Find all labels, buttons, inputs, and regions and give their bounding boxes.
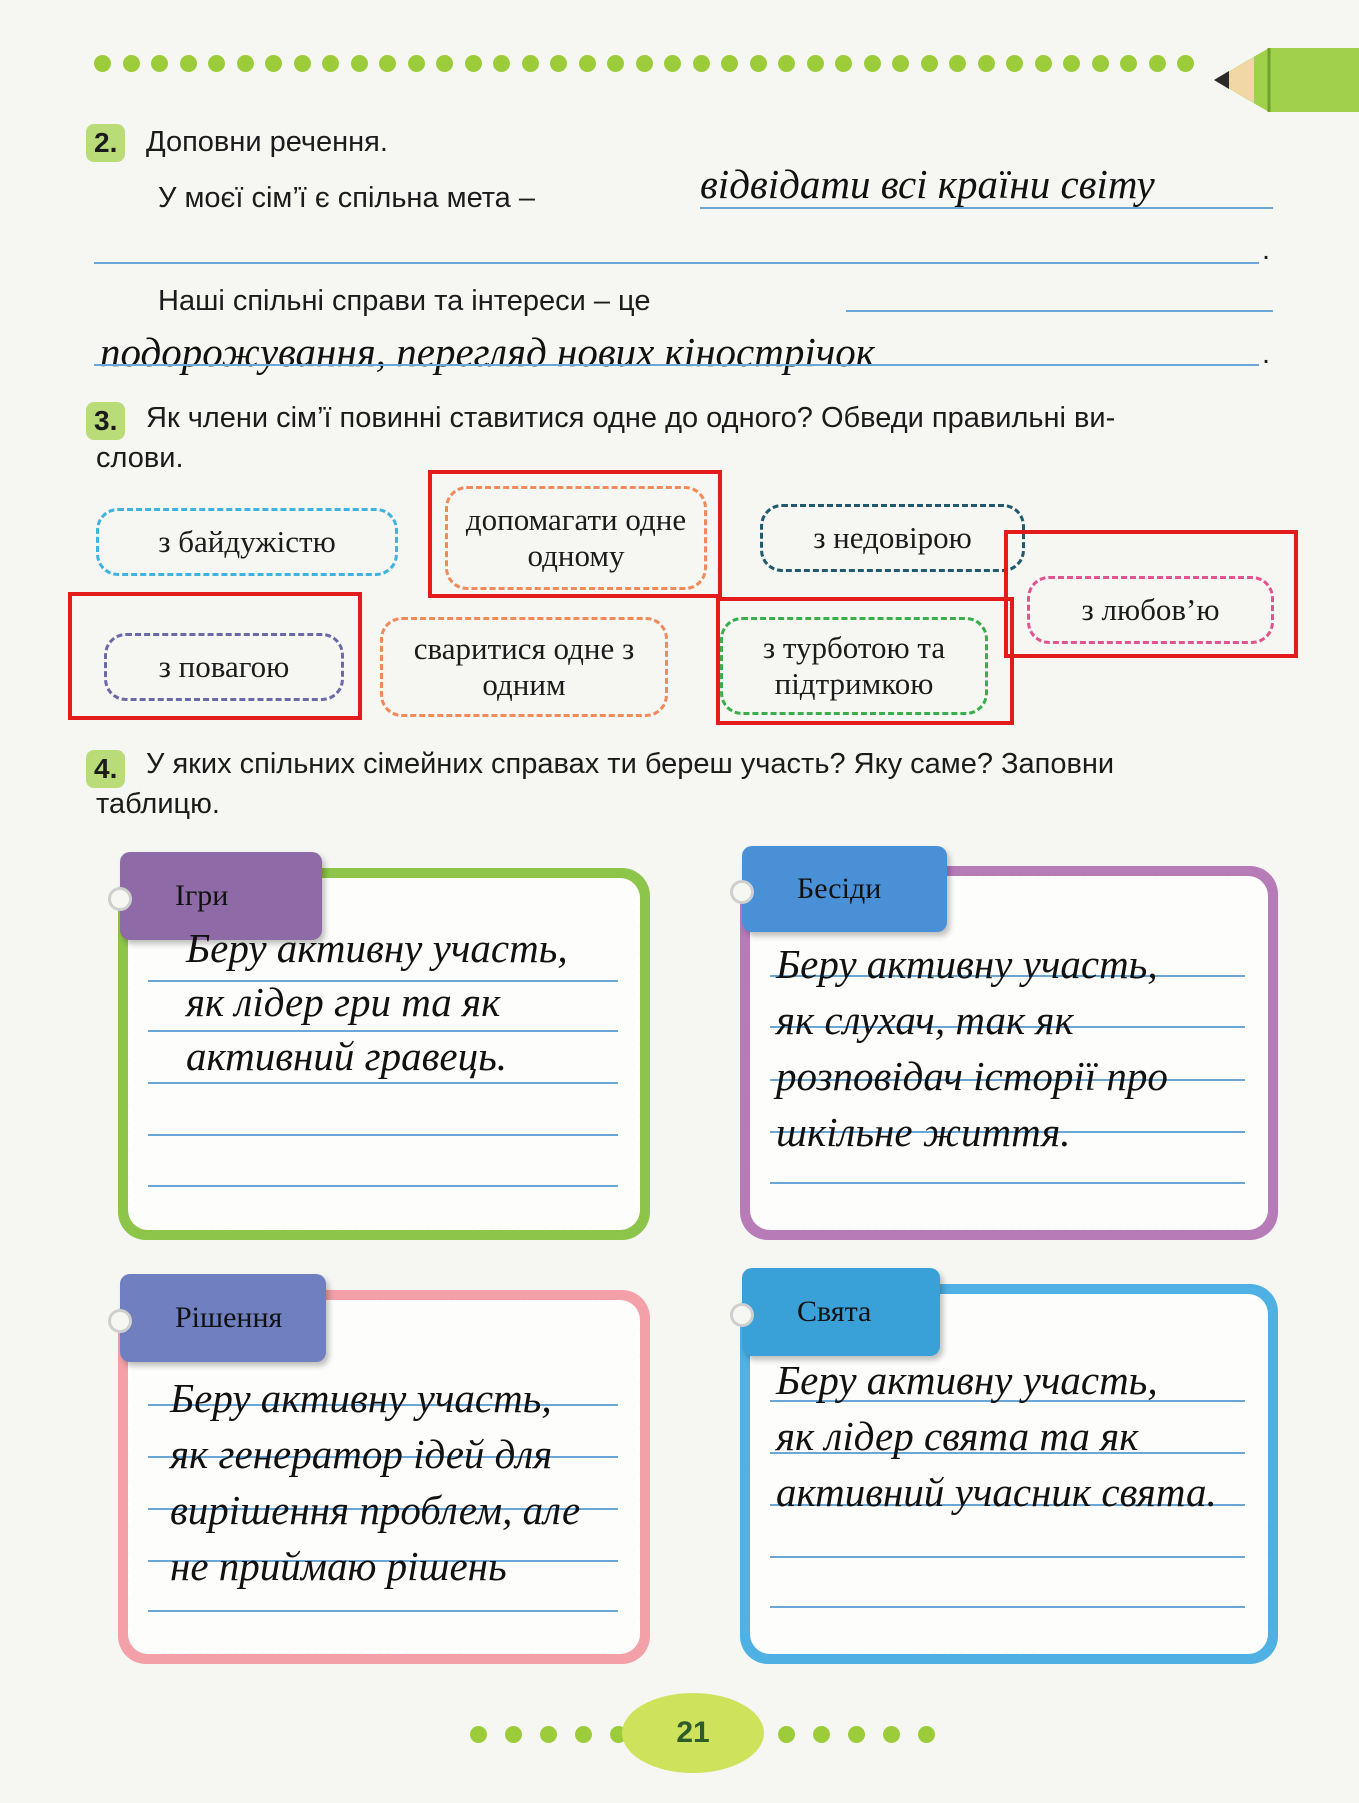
- answer-line: [148, 1185, 618, 1187]
- decor-dot: [505, 1726, 522, 1743]
- selection-circle: [1004, 530, 1298, 658]
- card-tag: [120, 1274, 326, 1362]
- decor-dot: [835, 55, 852, 72]
- decor-dot: [1149, 55, 1166, 72]
- decor-dot: [918, 1726, 935, 1743]
- decor-dot: [408, 55, 425, 72]
- answer-line: [770, 1606, 1245, 1608]
- decor-dot: [636, 55, 653, 72]
- handwritten-answer: подорожування, перегляд нових кінострічок: [100, 329, 875, 375]
- card-title: Бесіди: [797, 872, 882, 905]
- card-title: Рішення: [175, 1301, 283, 1334]
- card-tag: [742, 846, 947, 932]
- sentence-end: .: [1262, 234, 1271, 266]
- task-instruction: Як члени сім’ї повинні ставитися одне до одного? Обведи правильні ви-: [146, 402, 1116, 434]
- handwritten-answer: як слухач, так як: [776, 997, 1074, 1043]
- decor-dot: [123, 55, 140, 72]
- handwritten-answer: як генератор ідей для: [170, 1431, 553, 1477]
- decor-dot: [813, 1726, 830, 1743]
- decor-dot: [607, 55, 624, 72]
- task-instruction: У яких спільних сімейних справах ти береш участь? Яку саме? Заповни: [146, 748, 1115, 780]
- phrase-chip[interactable]: з байдужістю: [96, 508, 398, 576]
- answer-line: [846, 310, 1273, 312]
- selection-circle: [428, 470, 722, 598]
- phrase-chip[interactable]: сваритися одне з одним: [380, 617, 668, 717]
- handwritten-answer: як лідер гри та як: [186, 979, 501, 1025]
- phrase-chip[interactable]: з недовірою: [760, 504, 1025, 572]
- decor-dot: [151, 55, 168, 72]
- task-instruction: таблицю.: [96, 788, 220, 820]
- pencil-icon: [1209, 40, 1359, 120]
- handwritten-answer: Беру активну участь,: [776, 1357, 1158, 1403]
- task-number: 2.: [86, 124, 125, 162]
- decor-dot: [322, 55, 339, 72]
- decor-dot: [1006, 55, 1023, 72]
- decor-dot: [470, 1726, 487, 1743]
- decor-dot: [540, 1726, 557, 1743]
- answer-line: [148, 1610, 618, 1612]
- decor-dot: [265, 55, 282, 72]
- task-instruction: слови.: [96, 442, 184, 474]
- decor-dot: [94, 55, 111, 72]
- sentence-end: .: [1262, 338, 1271, 370]
- decor-dot: [1035, 55, 1052, 72]
- decor-dot: [807, 55, 824, 72]
- decor-dot: [721, 55, 738, 72]
- answer-line: [94, 262, 1259, 264]
- answer-line: [148, 1134, 618, 1136]
- decor-dot: [693, 55, 710, 72]
- selection-circle: [68, 592, 362, 720]
- page-number: 21: [622, 1693, 764, 1773]
- decor-dot: [750, 55, 767, 72]
- decor-dot: [1063, 55, 1080, 72]
- handwritten-answer: активний учасник свята.: [776, 1469, 1217, 1515]
- decor-dot: [1092, 55, 1109, 72]
- answer-line: [148, 1082, 618, 1084]
- decor-dot: [579, 55, 596, 72]
- card-title: Ігри: [175, 879, 229, 912]
- answer-line: [700, 207, 1273, 209]
- decor-dot: [493, 55, 510, 72]
- answer-line: [94, 364, 1259, 366]
- phrase-chip[interactable]: допомагати одне одному: [445, 486, 707, 590]
- handwritten-answer: Беру активну участь,: [170, 1375, 552, 1421]
- decor-dot: [848, 1726, 865, 1743]
- decor-dot: [294, 55, 311, 72]
- answer-line: [770, 1182, 1245, 1184]
- phrase-chip[interactable]: з повагою: [104, 633, 344, 701]
- decor-dot: [436, 55, 453, 72]
- decor-dot: [949, 55, 966, 72]
- handwritten-answer: Беру активну участь,: [186, 925, 568, 971]
- selection-circle: [716, 597, 1014, 725]
- handwritten-answer: активний гравець.: [186, 1033, 508, 1079]
- decor-dot: [237, 55, 254, 72]
- decor-dot: [379, 55, 396, 72]
- handwritten-answer: відвідати всі країни світу: [700, 161, 1155, 207]
- decor-dot: [978, 55, 995, 72]
- decor-dot: [778, 55, 795, 72]
- decor-dot: [1120, 55, 1137, 72]
- handwritten-answer: Беру активну участь,: [776, 941, 1158, 987]
- task-number: 4.: [86, 750, 125, 788]
- task-instruction: Доповни речення.: [146, 126, 388, 158]
- decor-dot: [180, 55, 197, 72]
- task-number: 3.: [86, 402, 125, 440]
- decor-dot: [892, 55, 909, 72]
- decor-dot: [921, 55, 938, 72]
- decor-dot: [522, 55, 539, 72]
- decor-dot: [864, 55, 881, 72]
- decor-dot: [778, 1726, 795, 1743]
- handwritten-answer: розповідач історії про: [776, 1053, 1168, 1099]
- sentence-prompt: У моєї сім’ї є спільна мета –: [158, 182, 535, 214]
- decor-dot: [465, 55, 482, 72]
- phrase-chip[interactable]: з турботою та підтримкою: [720, 617, 988, 715]
- decor-dot: [1177, 55, 1194, 72]
- decor-dot: [664, 55, 681, 72]
- decor-dot: [208, 55, 225, 72]
- card-title: Свята: [797, 1295, 872, 1328]
- handwritten-answer: як лідер свята та як: [776, 1413, 1139, 1459]
- answer-line: [770, 1556, 1245, 1558]
- card-tag: [742, 1268, 940, 1356]
- handwritten-answer: не приймаю рішень: [170, 1543, 507, 1589]
- decor-dot: [351, 55, 368, 72]
- decor-dot: [883, 1726, 900, 1743]
- handwritten-answer: шкільне життя.: [776, 1109, 1071, 1155]
- phrase-chip[interactable]: з любов’ю: [1027, 576, 1274, 644]
- sentence-prompt: Наші спільні справи та інтереси – це: [158, 285, 651, 317]
- handwritten-answer: вирішення проблем, але: [170, 1487, 581, 1533]
- decor-dot: [575, 1726, 592, 1743]
- decor-dot: [550, 55, 567, 72]
